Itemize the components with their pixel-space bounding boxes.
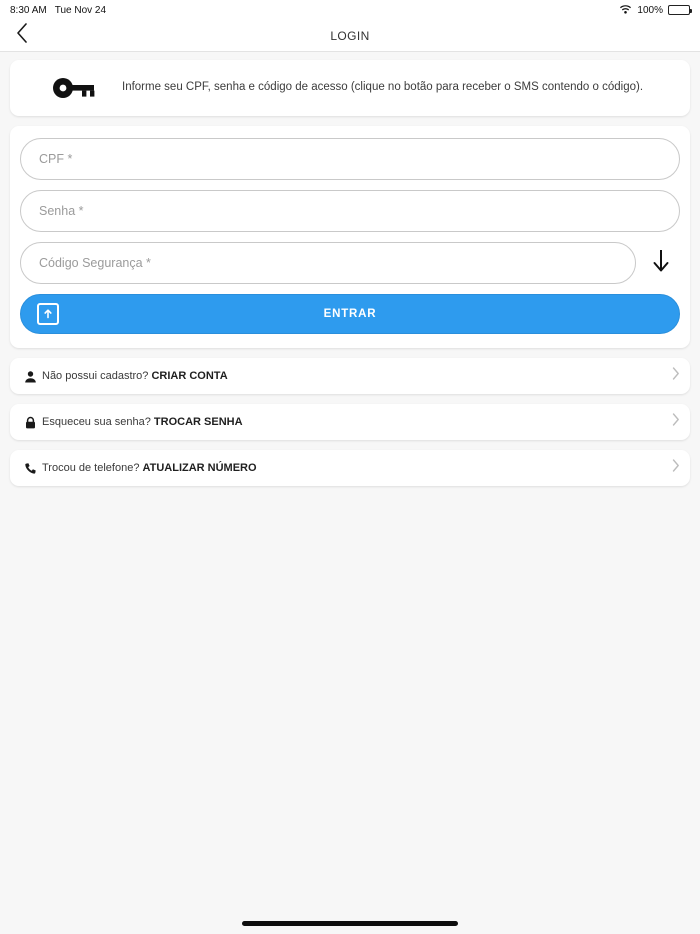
chevron-right-icon — [672, 413, 680, 431]
battery-icon — [668, 5, 690, 15]
trocar-senha-prefix: Esqueceu sua senha? — [42, 416, 154, 428]
criar-conta-text — [42, 370, 228, 382]
entrar-button[interactable] — [20, 294, 680, 334]
atualizar-numero-prefix: Trocou de telefone? — [42, 462, 143, 474]
wifi-icon — [619, 4, 632, 17]
status-bar — [0, 0, 700, 20]
cpf-field[interactable] — [20, 138, 680, 180]
trocar-senha-text — [42, 416, 243, 428]
criar-conta-action: CRIAR CONTA — [151, 370, 228, 382]
list-item-criar-conta[interactable] — [10, 358, 690, 394]
list-item-trocar-senha[interactable] — [10, 404, 690, 440]
atualizar-numero-text — [42, 462, 257, 474]
status-right-group — [619, 4, 690, 17]
home-indicator[interactable] — [242, 921, 458, 926]
main-content — [0, 52, 700, 486]
info-text: Informe seu CPF, senha e código de acesso (clique no botão para receber o SMS contendo o código). — [122, 81, 644, 94]
codigo-row — [20, 242, 680, 284]
cpf-row — [20, 138, 680, 180]
login-form-card — [10, 126, 690, 348]
key-icon — [26, 77, 122, 99]
codigo-seguranca-field[interactable] — [20, 242, 636, 284]
senha-input[interactable] — [39, 204, 661, 218]
battery-percent: 100% — [637, 4, 663, 16]
lock-icon — [24, 416, 42, 429]
criar-conta-prefix: Não possui cadastro? — [42, 370, 152, 382]
page-title: LOGIN — [330, 28, 370, 43]
status-date: Tue Nov 24 — [54, 4, 107, 16]
request-sms-button[interactable] — [644, 246, 678, 280]
chevron-right-icon — [672, 459, 680, 477]
trocar-senha-action: TROCAR SENHA — [153, 416, 243, 428]
info-card — [10, 60, 690, 116]
codigo-seguranca-input[interactable] — [39, 256, 617, 270]
cpf-input[interactable] — [39, 152, 661, 166]
chevron-right-icon — [672, 367, 680, 385]
phone-icon — [24, 462, 42, 475]
atualizar-numero-action: ATUALIZAR NÚMERO — [142, 462, 257, 474]
navigation-bar — [0, 20, 700, 52]
list-item-atualizar-numero[interactable] — [10, 450, 690, 486]
status-time: 8:30 AM — [10, 4, 47, 16]
arrow-down-icon — [651, 248, 671, 279]
senha-row — [20, 190, 680, 232]
person-icon — [24, 370, 42, 383]
entrar-label: ENTRAR — [323, 308, 377, 320]
senha-field[interactable] — [20, 190, 680, 232]
